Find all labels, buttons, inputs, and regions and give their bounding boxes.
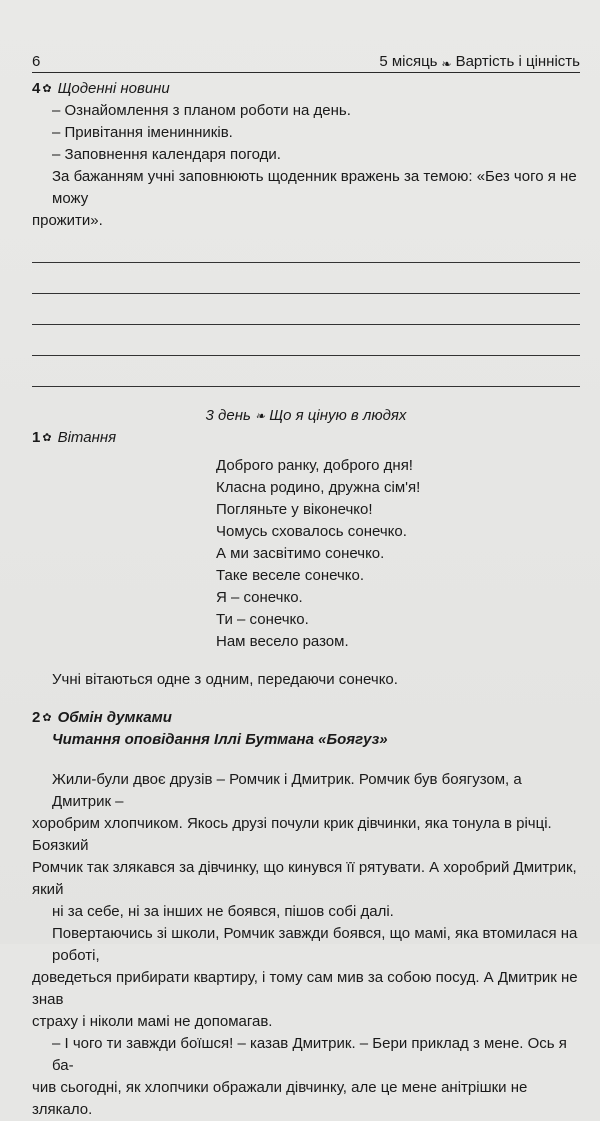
poem-line: Ти – сонечко.	[216, 611, 309, 628]
topic-label: Вартість і цінність	[455, 53, 580, 70]
poem-line: Погляньте у віконечко!	[216, 501, 373, 518]
section-greeting-label: Вітання	[57, 429, 117, 446]
news-item: – Привітання іменинників.	[52, 124, 233, 141]
leaf-icon: ❧	[255, 409, 266, 423]
news-task-line: За бажанням учні заповнюють щоденник вражень за темою: «Без чого я не можу	[52, 168, 577, 207]
poem-line: Нам весело разом.	[216, 633, 349, 650]
page-content	[32, 78, 580, 1121]
poem-line: Я – сонечко.	[216, 589, 303, 606]
writing-line	[32, 325, 580, 356]
greeting-poem	[216, 455, 580, 653]
section-news-label: Щоденні новини	[57, 80, 170, 97]
story-line: Повертаючись зі школи, Ромчик завжди боявся, що мамі, яка втомилася на роботі,	[52, 925, 578, 964]
section-marker-icon: ✿	[42, 83, 52, 95]
poem-line: Таке веселе сонечко.	[216, 567, 365, 584]
page-header	[32, 48, 580, 70]
story-line: доведеться прибирати квартиру, і тому сам мив за собою посуд. А Дмитрик не знав	[32, 969, 578, 1008]
running-title	[379, 53, 580, 70]
month-label: 5 місяць	[379, 53, 438, 70]
writing-lines	[32, 232, 580, 387]
page-number: 6	[32, 53, 41, 70]
day-title: Що я ціную в людях	[269, 407, 407, 424]
news-task-line: прожити».	[32, 212, 103, 229]
poem-line: А ми засвітимо сонечко.	[216, 545, 385, 562]
section-exchange-label: Обмін думками	[57, 709, 172, 726]
writing-line	[32, 294, 580, 325]
story-line: Ромчик так злякався за дівчинку, що кинувся її рятувати. А хоробрий Дмитрик, який	[32, 859, 577, 898]
story-line: Жили-були двоє друзів – Ромчик і Дмитрик. Ромчик був боягузом, а Дмитрик –	[52, 771, 522, 810]
section-greeting-number: 1	[32, 429, 41, 446]
writing-line	[32, 263, 580, 294]
section-marker-icon: ✿	[42, 712, 52, 724]
poem-line: Класна родино, дружна сім'я!	[216, 479, 421, 496]
story-line: хоробрим хлопчиком. Якось друзі почули крик дівчинки, яка тонула в річці. Боязкий	[32, 815, 552, 854]
story-line: – І чого ти завжди боїшся! – казав Дмитрик. – Бери приклад з мене. Ось я ба-	[52, 1035, 567, 1074]
header-rule	[32, 72, 580, 73]
section-exchange-title	[32, 707, 580, 729]
day-heading	[32, 405, 580, 427]
story-line: чив сьогодні, як хлопчики ображали дівчинку, але це мене анітрішки не злякало.	[32, 1079, 528, 1118]
poem-line: Доброго ранку, доброго дня!	[216, 457, 413, 474]
section-greeting-title	[32, 427, 580, 449]
section-news-title	[32, 78, 580, 100]
reading-subtitle: Читання оповідання Іллі Бутмана «Боягуз»	[52, 731, 388, 748]
leaf-icon: ❧	[441, 57, 452, 71]
day-label: 3 день	[205, 407, 251, 424]
poem-line: Чомусь сховалось сонечко.	[216, 523, 407, 540]
section-news-number: 4	[32, 80, 41, 97]
story-line: ні за себе, ні за інших не боявся, пішов собі далі.	[52, 903, 394, 920]
story-line: страху і ніколи мамі не допомагав.	[32, 1013, 273, 1030]
news-item: – Ознайомлення з планом роботи на день.	[52, 102, 351, 119]
section-marker-icon: ✿	[42, 432, 52, 444]
writing-line	[32, 356, 580, 387]
writing-line	[32, 232, 580, 263]
section-exchange-number: 2	[32, 709, 41, 726]
story-text	[32, 769, 580, 1121]
news-item: – Заповнення календаря погоди.	[52, 146, 281, 163]
greeting-note: Учні вітаються одне з одним, передаючи сонечко.	[52, 671, 398, 688]
